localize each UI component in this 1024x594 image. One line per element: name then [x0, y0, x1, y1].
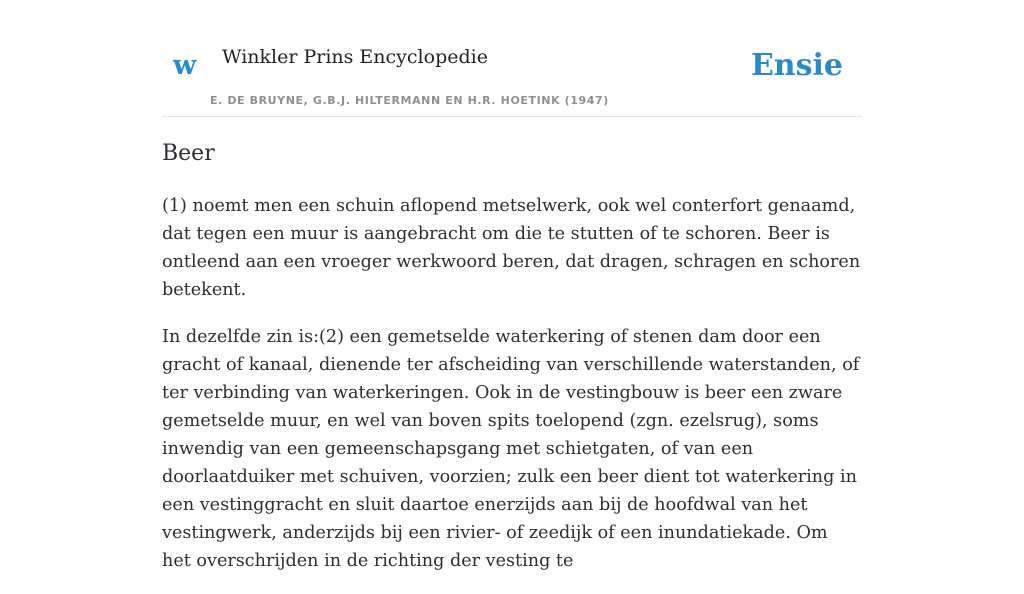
page — [162, 0, 862, 571]
entry-content — [162, 192, 862, 594]
entry-paragraph: (1) noemt men een schuin aflopend metselwerk, ook wel conterfort genaamd, dat tegen een muur is aangebracht om die te stutten of te schoren. Beer is ontleend aan een vroeger werkwoord beren, dat dragen, schragen en schoren betekent. — [162, 196, 861, 300]
site-logo[interactable]: w — [173, 50, 197, 81]
entry-title: Beer — [162, 141, 215, 166]
entry-paragraph: In dezelfde zin is:(2) een gemetselde waterkering of stenen dam door een gracht of kanaal, dienende ter afscheiding van verschillende waterstanden, of ter verbinding van waterkeringen. Ook in de vestingbouw is beer een zware gemetselde muur, en wel van boven spits toelopend (zgn. ezelsrug), soms inwendig van een gemeenschapsgang met schietgaten, of van een doorlaatduiker met schuiven, voorzien; zulk een beer dient tot waterkering in een vestinggracht en sluit daartoe enerzijds aan bij de hoofdwal van het vestingwerk, anderzijds bij een rivier- of zeedijk of een inundatiekade. Om het overschrijden in de richting der vesting te — [162, 327, 860, 571]
brand-logo[interactable]: Ensie — [750, 48, 843, 83]
site-title[interactable]: Winkler Prins Encyclopedie — [222, 46, 488, 68]
site-authors: E. DE BRUYNE, G.B.J. HILTERMANN EN H.R. HOETINK (1947) — [210, 94, 609, 107]
site-header — [162, 0, 862, 117]
